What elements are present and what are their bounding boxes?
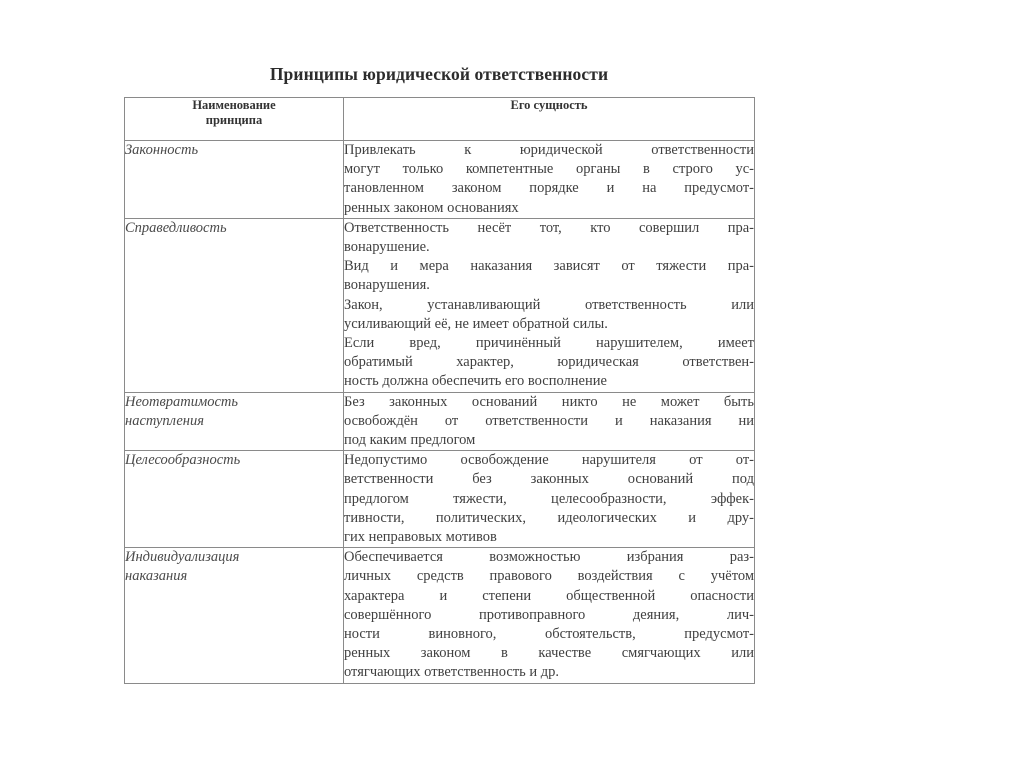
table-row — [125, 218, 755, 392]
principle-name-cell: Целесообразность — [125, 451, 344, 548]
principle-essence-cell — [344, 141, 755, 219]
principle-name-cell: Справедливость — [125, 218, 344, 392]
table-row — [125, 451, 755, 548]
essence-line: усиливающий её, не имеет обратной силы. — [344, 315, 608, 332]
essence-line: предлогом тяжести, целесообразности, эффек- — [344, 490, 754, 507]
essence-line: обратимый характер, юридическая ответствен- — [344, 354, 754, 371]
essence-line: Недопустимо освобождение нарушителя от от- — [344, 452, 754, 469]
essence-line: ренных законом основаниях — [344, 199, 519, 216]
essence-line: Привлекать к юридической ответственности — [344, 142, 754, 158]
table-row — [125, 141, 755, 219]
table-row — [125, 392, 755, 451]
essence-line: ности виновного, обстоятельств, предусмот- — [344, 626, 754, 643]
essence-line: Без законных оснований никто не может быть — [344, 393, 754, 410]
header-principle-name: Наименование принципа — [125, 98, 344, 141]
essence-line: гих неправовых мотивов — [344, 529, 497, 546]
table-row — [125, 548, 755, 683]
principle-essence-cell — [344, 451, 755, 548]
essence-line: Если вред, причинённый нарушителем, имеет — [344, 335, 754, 352]
essence-line: характера и степени общественной опасности — [344, 587, 754, 604]
essence-line: Вид и мера наказания зависят от тяжести пра- — [344, 258, 754, 275]
principle-name-cell: Законность — [125, 141, 344, 219]
essence-line: под каким предлогом — [344, 432, 476, 449]
essence-line: ность должна обеспечить его восполнение — [344, 373, 607, 390]
document-title: Принципы юридической ответственности — [269, 64, 609, 84]
essence-line: Закон, устанавливающий ответственность или — [344, 296, 754, 313]
essence-line: Ответственность несёт тот, кто совершил пра- — [344, 219, 754, 236]
essence-line: совершённого противоправного деяния, лич- — [344, 606, 754, 623]
essence-line: личных средств правового воздействия с учётом — [344, 568, 754, 585]
principles-table — [124, 97, 755, 684]
essence-line: отягчающих ответственность и др. — [344, 664, 560, 681]
principle-name-cell: Индивидуализация наказания — [125, 548, 344, 683]
essence-line: могут только компетентные органы в строго ус- — [344, 161, 754, 178]
essence-line: ветственности без законных оснований под — [344, 471, 754, 488]
essence-line: вонарушения. — [344, 277, 430, 294]
essence-line: ренных законом в качестве смягчающих или — [344, 645, 754, 662]
principle-essence-cell — [344, 548, 755, 683]
table-header-row — [125, 98, 755, 141]
essence-line: тивности, политических, идеологических и дру- — [344, 509, 754, 526]
essence-line: Обеспечивается возможностью избрания раз- — [344, 549, 754, 566]
principle-name-cell: Неотвратимость наступления — [125, 392, 344, 451]
essence-line: освобождён от ответственности и наказания ни — [344, 412, 754, 429]
principle-essence-cell — [344, 218, 755, 392]
principle-essence-cell — [344, 392, 755, 451]
header-essence: Его сущность — [344, 98, 755, 141]
essence-line: вонарушение. — [344, 239, 430, 256]
essence-line: тановленном законом порядке и на предусмот- — [344, 180, 754, 197]
